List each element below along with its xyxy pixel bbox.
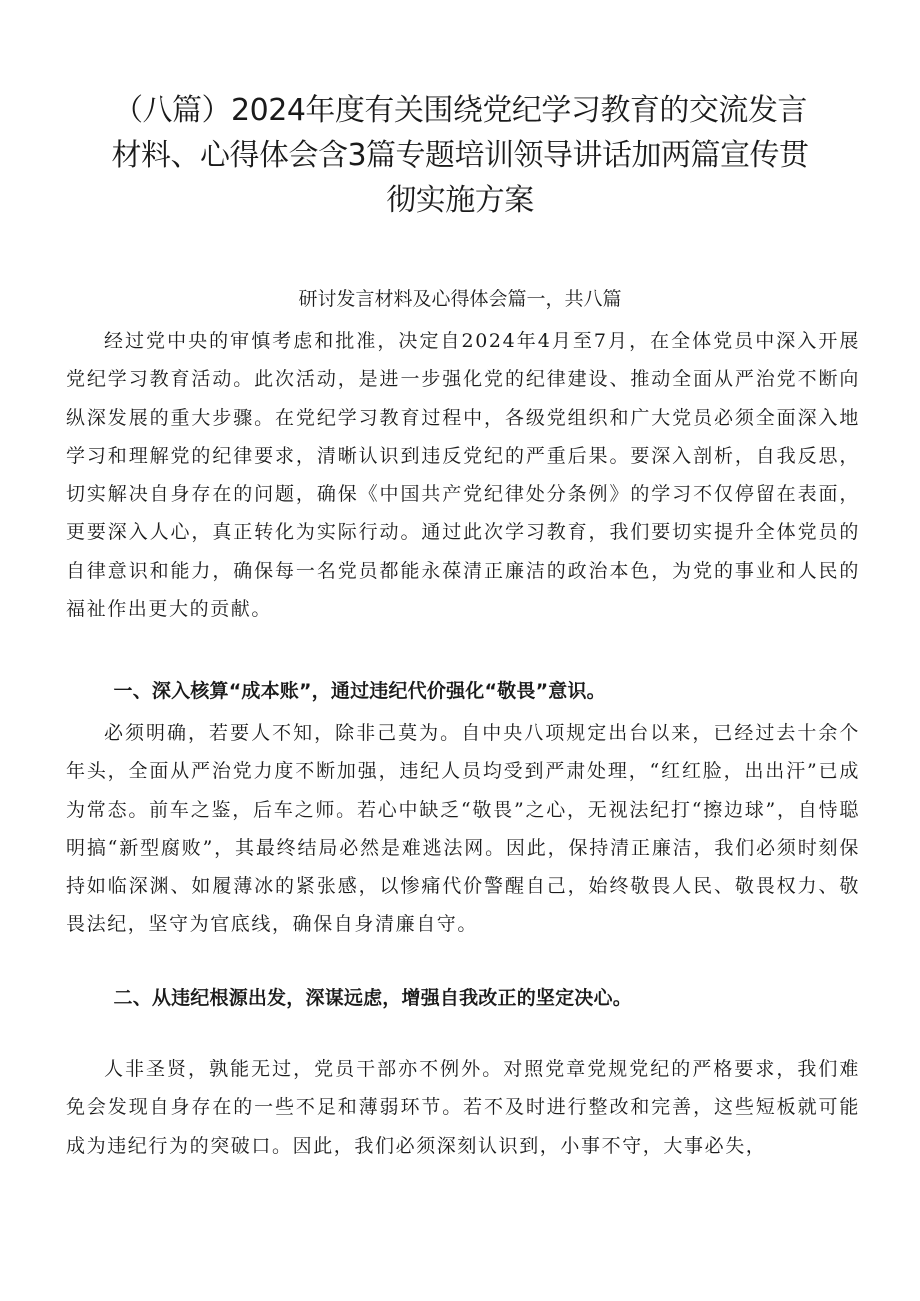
subheading-1: 一、深入核算“成本账”，通过违纪代价强化“敬畏”意识。 [113, 680, 606, 702]
subheading-2: 二、从违纪根源出发，深谋远虑，增强自我改正的坚定决心。 [113, 987, 632, 1009]
paragraph-1: 必须明确，若要人不知，除非己莫为。自中央八项规定出台以来，已经过去十余个年头，全面从严治党力度不断加强，违纪人员均受到严肃处理，“红红脸，出出汗”已成为常态。前车之鉴，后车之师。若心中缺乏“敬畏”之心，无视法纪打“擦边球”，自恃聪明搞“新型腐败”，其最终结局必然是难逃法网。因此，保持清正廉洁，我们必须时刻保持如临深渊、如履薄冰的紧张感，以惨痛代价警醒自己，始终敬畏人民、敬畏权力、敬畏法纪，坚守为官底线，确保自身清廉自守。 [66, 722, 860, 936]
paragraph-2: 人非圣贤，孰能无过，党员干部亦不例外。对照党章党规党纪的严格要求，我们难免会发现自身存在的一些不足和薄弱环节。若不及时进行整改和完善，这些短板就可能成为违纪行为的突破口。因此，我们必须深刻认识到，小事不守，大事必失， [66, 1058, 860, 1157]
paragraph-intro: 经过党中央的审慎考虑和批准，决定自2024年4月至7月，在全体党员中深入开展党纪学习教育活动。此次活动，是进一步强化党的纪律建设、推动全面从严治党不断向纵深发展的重大步骤。在党纪学习教育过程中，各级党组织和广大党员必须全面深入地学习和理解党的纪律要求，清晰认识到违反党纪的严重后果。要深入剖析，自我反思，切实解决自身存在的问题，确保《中国共产党纪律处分条例》的学习不仅停留在表面，更要深入人心，真正转化为实际行动。通过此次学习教育，我们要切实提升全体党员的自律意识和能力，确保每一名党员都能永葆清正廉洁的政治本色，为党的事业和人民的福祉作出更大的贡献。 [66, 330, 860, 621]
section-heading: 研讨发言材料及心得体会篇一，共八篇 [298, 288, 622, 310]
document-title: （八篇）2024年度有关围绕党纪学习教育的交流发言材料、心得体会含3篇专题培训领导讲话加两篇宣传贯彻实施方案 [111, 93, 809, 218]
